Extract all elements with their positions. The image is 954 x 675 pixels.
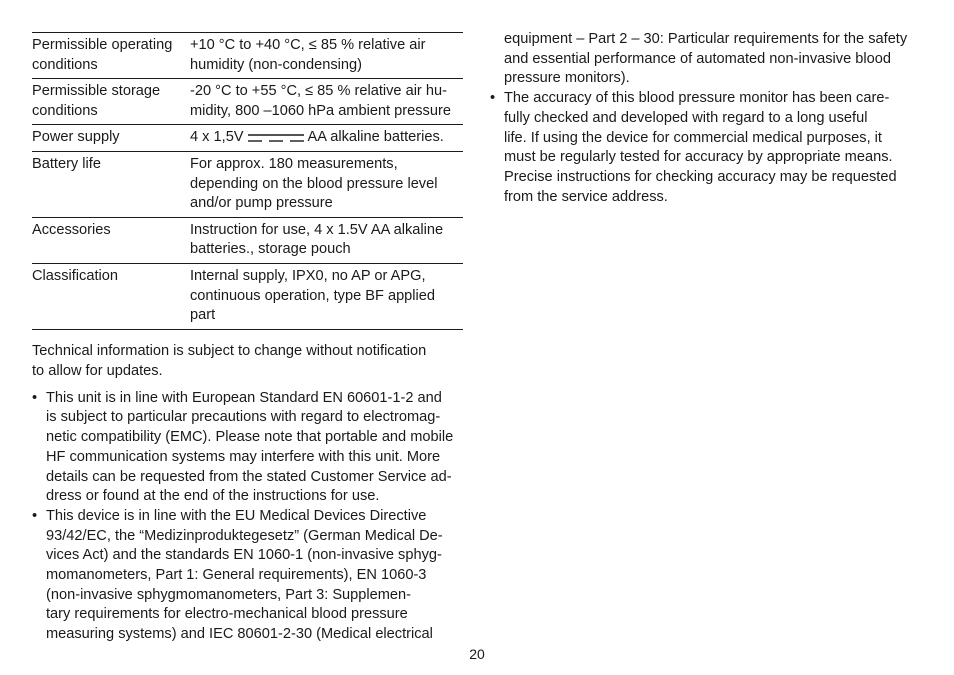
continued-line: pressure monitors).: [504, 70, 630, 87]
spec-value-line: For approx. 180 measurements,: [190, 155, 398, 172]
spec-value: [190, 125, 463, 152]
bullet-line: details can be requested from the stated Customer Service ad-: [46, 468, 452, 485]
spec-label: [32, 79, 190, 125]
bullet-item: [32, 507, 463, 645]
voltage-text: 4 x 1,5V: [190, 129, 244, 146]
spec-value-line: midity, 800 –1060 hPa ambient pressure: [190, 102, 451, 119]
spec-value: [190, 79, 463, 125]
bullet-item: [32, 389, 463, 507]
spec-value-line: and/or pump pressure: [190, 195, 333, 212]
bullet-line: is subject to particular precautions with regard to electromag-: [46, 409, 441, 426]
right-column: [490, 30, 922, 207]
spec-row: [32, 125, 463, 152]
technical-change-note: [32, 341, 463, 381]
bullet-line: • This device is in line with the EU Medical Devices Directive: [46, 507, 427, 524]
page-number: 20: [469, 646, 485, 662]
bullet-line: life. If using the device for commercial medical purposes, it: [504, 129, 882, 146]
spec-value-line: [190, 128, 463, 148]
spec-value-line: +10 °C to +40 °C, ≤ 85 % relative air: [190, 37, 426, 53]
spec-label-line: Power supply: [32, 129, 120, 146]
spec-row: [32, 217, 463, 263]
spec-label: [32, 263, 190, 329]
bullet-line: 93/42/EC, the “Medizinproduktegesetz” (German Medical De-: [46, 527, 443, 544]
bullet-line: HF communication systems may interfere with this unit. More: [46, 448, 441, 465]
bullet-item: [490, 89, 922, 207]
spec-label: [32, 125, 190, 152]
spec-value: [190, 217, 463, 263]
continued-line: and essential performance of automated non-invasive blood: [504, 50, 891, 67]
spec-label-line: Classification: [32, 267, 118, 284]
technical-specifications-table: [32, 32, 463, 330]
continued-line: equipment – Part 2 – 30: Particular requirements for the safety: [504, 31, 908, 47]
bullet-line: • The accuracy of this blood pressure monitor has been care-: [504, 90, 890, 107]
spec-value: [190, 33, 463, 79]
bullet-line: from the service address.: [504, 188, 668, 205]
spec-value: [190, 151, 463, 217]
left-column: [32, 32, 463, 645]
bullet-line: netic compatibility (EMC). Please note that portable and mobile: [46, 429, 454, 446]
bullet-line: (non-invasive sphygmomanometers, Part 3: Supplemen-: [46, 586, 412, 603]
note-line: Technical information is subject to change without notification: [32, 342, 427, 359]
spec-label-line: Permissible storage: [32, 83, 161, 100]
bullet-line: measuring systems) and IEC 80601-2-30 (Medical electrical: [46, 626, 433, 643]
accuracy-bullet-list: [490, 89, 922, 207]
bullet-line: tary requirements for electro-mechanical blood pressure: [46, 606, 408, 623]
spec-value-line: part: [190, 307, 216, 324]
spec-value-line: batteries., storage pouch: [190, 241, 351, 258]
spec-value: [190, 263, 463, 329]
spec-label-line: Accessories: [32, 221, 111, 238]
spec-value-line: depending on the blood pressure level: [190, 175, 438, 192]
bullet-line: dress or found at the end of the instructions for use.: [46, 488, 380, 505]
direct-current-icon: [248, 133, 304, 143]
spec-label: [32, 33, 190, 79]
continued-paragraph: [490, 30, 922, 89]
spec-value-line: -20 °C to +55 °C, ≤ 85 % relative air hu-: [190, 83, 447, 100]
spec-row: [32, 33, 463, 79]
spec-row: [32, 263, 463, 329]
spec-value-line: humidity (non-condensing): [190, 56, 362, 73]
bullet-line: • This unit is in line with European Standard EN 60601-1-2 and: [46, 389, 442, 406]
spec-label: [32, 151, 190, 217]
spec-value-line: continuous operation, type BF applied: [190, 287, 436, 304]
spec-label: [32, 217, 190, 263]
bullet-line: fully checked and developed with regard to a long useful: [504, 109, 868, 126]
spec-value-line: Internal supply, IPX0, no AP or APG,: [190, 267, 426, 284]
spec-row: [32, 151, 463, 217]
spec-label-line: conditions: [32, 56, 98, 73]
spec-row: [32, 79, 463, 125]
spec-label-line: Permissible operating: [32, 37, 173, 53]
bullet-line: must be regularly tested for accuracy by appropriate means.: [504, 149, 893, 166]
spec-label-line: conditions: [32, 102, 98, 119]
spec-value-line: Instruction for use, 4 x 1.5V AA alkaline: [190, 221, 444, 238]
bullet-line: momanometers, Part 1: General requirements), EN 1060-3: [46, 567, 427, 584]
spec-label-line: Battery life: [32, 155, 101, 172]
compliance-bullet-list: [32, 389, 463, 645]
bullet-line: vices Act) and the standards EN 1060-1 (non-invasive sphyg-: [46, 547, 442, 564]
battery-type-text: AA alkaline batteries.: [307, 129, 444, 146]
bullet-line: Precise instructions for checking accuracy may be requested: [504, 168, 897, 185]
note-line: to allow for updates.: [32, 362, 163, 379]
